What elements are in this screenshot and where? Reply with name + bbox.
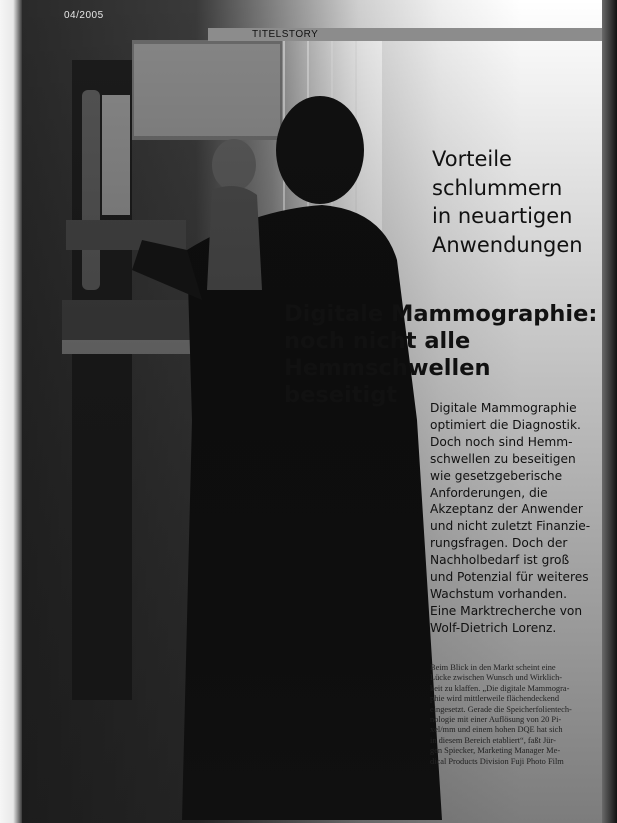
lead-line: rungsfragen. Doch der bbox=[430, 536, 568, 551]
lead-paragraph bbox=[430, 400, 602, 637]
lead-line: Wolf-Dietrich Lorenz. bbox=[430, 620, 557, 635]
headline-line: beseitigt bbox=[284, 382, 398, 408]
subtitle-line: schlummern bbox=[432, 175, 563, 200]
body-line: dical Products Division Fuji Photo Film bbox=[430, 756, 564, 766]
body-line: Beim Blick in den Markt scheint eine bbox=[430, 663, 556, 672]
lead-line: und nicht zuletzt Finanzie- bbox=[430, 519, 591, 534]
lead-line: schwellen zu beseitigen bbox=[430, 451, 576, 466]
lead-line: optimiert die Diagnostik. bbox=[430, 417, 581, 432]
page-edge-shadow bbox=[602, 0, 617, 823]
issue-number: 04/2005 bbox=[64, 10, 104, 21]
subtitle-line: Vorteile bbox=[432, 147, 512, 171]
headline-line: Hemmschwellen bbox=[284, 355, 491, 381]
headline bbox=[284, 301, 604, 409]
headline-line: Digitale Mammographie: bbox=[284, 301, 598, 327]
lead-line: wie gesetzgeberische bbox=[430, 468, 563, 483]
lead-line: Doch noch sind Hemm- bbox=[430, 434, 573, 449]
body-line: in diesem Bereich etabliert“, faßt Jür- bbox=[430, 735, 556, 745]
body-line: Lücke zwischen Wunsch und Wirklich- bbox=[430, 673, 563, 683]
page-gutter bbox=[0, 0, 22, 823]
body-line: keit zu klaffen. „Die digitale Mammogra- bbox=[430, 683, 570, 693]
lead-line: Anforderungen, die bbox=[430, 485, 548, 500]
body-line: phie wird mittlerweile flächendeckend bbox=[430, 694, 560, 704]
lead-line: Eine Marktrecherche von bbox=[430, 603, 583, 618]
lead-line: und Potenzial für weiteres bbox=[430, 570, 589, 585]
body-line: eingesetzt. Gerade die Speicherfolientech- bbox=[430, 704, 572, 714]
body-line: xel/mm und einem hohen DQE hat sich bbox=[430, 725, 563, 735]
lead-line: Digitale Mammographie bbox=[430, 401, 577, 415]
section-label: TITELSTORY bbox=[252, 29, 319, 40]
lead-line: Wachstum vorhanden. bbox=[430, 586, 567, 601]
subtitle-line: in neuartigen bbox=[432, 204, 573, 228]
lead-line: Akzeptanz der Anwender bbox=[430, 502, 583, 517]
body-line: gen Spiecker, Marketing Manager Me- bbox=[430, 746, 561, 756]
body-text bbox=[430, 663, 602, 767]
subtitle bbox=[432, 145, 602, 259]
body-line: nologie mit einer Auflösung von 20 Pi- bbox=[430, 715, 562, 725]
lead-line: Nachholbedarf ist groß bbox=[430, 553, 570, 568]
headline-line: noch nicht alle bbox=[284, 328, 471, 354]
subtitle-line: Anwendungen bbox=[432, 232, 583, 257]
